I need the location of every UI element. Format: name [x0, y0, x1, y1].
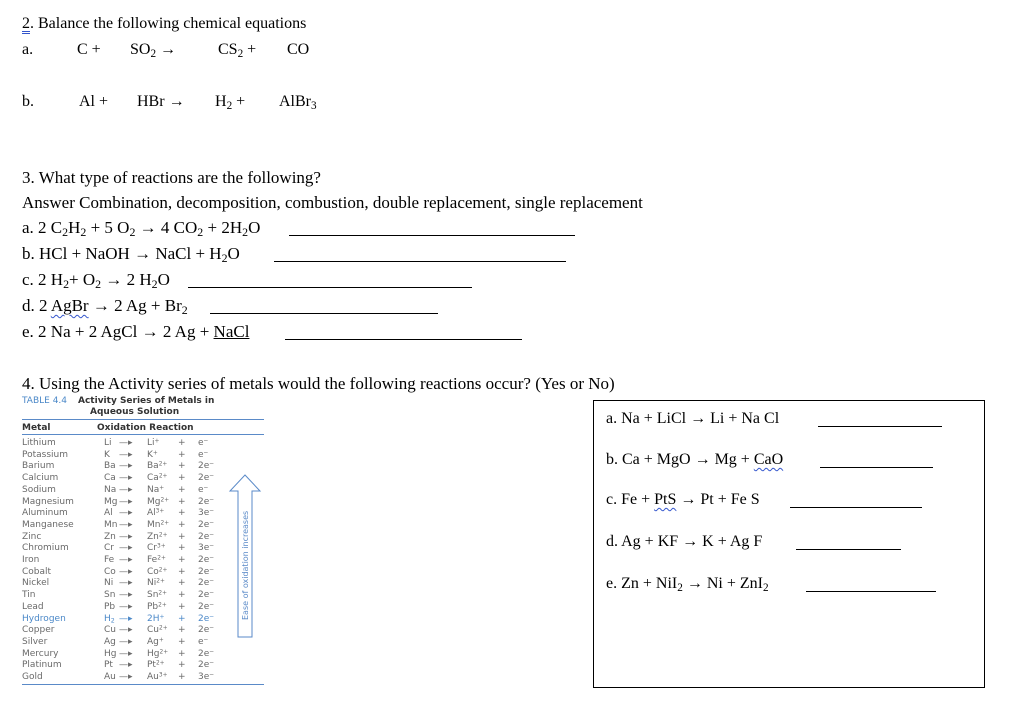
electrons: e−: [198, 449, 209, 460]
ion: $Pt^{2+}$: [147, 660, 165, 671]
q2a-co: CO: [287, 41, 310, 58]
reaction-arrow-icon: —▸: [119, 578, 133, 589]
reaction-arrow-icon: —▸: [119, 438, 133, 448]
ion: $Ni^{2+}$: [147, 578, 165, 589]
q4b-answer-blank[interactable]: [820, 454, 933, 468]
electrons: 2e−: [198, 555, 215, 565]
metal-name: Aluminum: [22, 508, 68, 519]
table-row: [22, 450, 282, 460]
metal-symbol: Ba: [104, 461, 116, 472]
arrow-label: Ease of oxidation increases: [241, 510, 250, 620]
reaction-arrow-icon: —▸: [119, 555, 133, 565]
q3a: a. 2 $C_2H_2 + 5$ $O_2 \to 4$ $CO_2 + 2H_2O$: [22, 218, 261, 239]
table-row: [22, 649, 282, 659]
col-header-reaction: Oxidation Reaction: [97, 423, 194, 433]
q2b-albr3: AlBr$_3$: [279, 93, 317, 112]
q3d: d. 2 AgBr → 2 $Ag + Br_2$: [22, 296, 188, 317]
metal-name: Magnesium: [22, 496, 74, 507]
metal-symbol: Sn: [104, 590, 116, 601]
arrow-icon: →: [168, 93, 185, 110]
ion: $Cu^{2+}$: [147, 625, 168, 636]
metal-symbol: Ni: [104, 578, 114, 589]
ion: Na+: [147, 484, 165, 495]
electrons: 3e−: [198, 543, 215, 554]
q3d-answer-blank[interactable]: [210, 300, 438, 314]
metal-symbol: Hg: [104, 648, 117, 659]
q3b-answer-blank[interactable]: [274, 248, 566, 262]
metal-symbol: $H_2$: [104, 613, 115, 625]
arrow-icon: →: [160, 41, 177, 58]
q3e-answer-blank[interactable]: [285, 326, 522, 340]
plus-sign: +: [178, 648, 186, 659]
reaction-arrow-icon: —▸: [119, 636, 133, 647]
ion: $Mn^{2+}$: [147, 519, 170, 530]
metal-name: Calcium: [22, 473, 59, 484]
ion: K+: [147, 449, 158, 460]
q3c: c. 2 $H_2+ O_2 \to 2$ $H_2O$: [22, 270, 170, 291]
reaction-arrow-icon: —▸: [119, 613, 133, 624]
electrons: 2e−: [198, 590, 215, 601]
metal-name: Zinc: [22, 531, 42, 542]
plus-sign: +: [178, 636, 186, 647]
electrons: e−: [198, 636, 209, 647]
reaction-arrow-icon: —▸: [119, 461, 133, 472]
plus-sign: +: [178, 660, 186, 671]
metal-name: Chromium: [22, 543, 69, 554]
reaction-arrow-icon: —▸: [119, 484, 133, 495]
q2-number: 2: [22, 15, 30, 32]
q4e-answer-blank[interactable]: [806, 578, 936, 592]
reaction-arrow-icon: —▸: [119, 590, 133, 601]
reaction-arrow-icon: —▸: [119, 473, 133, 484]
electrons: 2e−: [198, 578, 215, 589]
metal-name: Iron: [22, 555, 40, 565]
q4a-answer-blank[interactable]: [818, 413, 942, 427]
table-row: [22, 660, 282, 670]
metal-symbol: Fe: [104, 555, 115, 565]
ion: 2H+: [147, 613, 165, 624]
metal-symbol: Cr: [104, 543, 114, 554]
ion: $Pb^{2+}$: [147, 601, 167, 612]
metal-symbol: Na: [104, 484, 117, 495]
metal-symbol: Au: [104, 672, 116, 682]
table-row: [22, 637, 282, 647]
q4-title: 4. Using the Activity series of metals would the following reactions occur? (Yes or No): [22, 374, 615, 393]
arrow-icon: →: [676, 491, 701, 508]
q3e: e. 2 Na + 2 AgCl → 2 Ag + NaCl: [22, 322, 250, 341]
reaction-arrow-icon: —▸: [119, 531, 133, 542]
arrow-icon: →: [678, 533, 703, 550]
arrow-icon: →: [88, 296, 115, 315]
metal-name: Platinum: [22, 660, 62, 671]
plus-sign: +: [178, 473, 186, 484]
plus-sign: +: [178, 543, 186, 554]
arrow-icon: →: [137, 322, 163, 341]
ion: $Ca^{2+}$: [147, 473, 168, 484]
plus-sign: +: [178, 625, 186, 636]
metal-symbol: Co: [104, 566, 116, 577]
q3c-answer-blank[interactable]: [188, 274, 472, 288]
electrons: 2e−: [198, 566, 215, 577]
q3-title: 3. What type of reactions are the following?: [22, 168, 321, 187]
electrons: 2e−: [198, 660, 215, 671]
plus-sign: +: [178, 566, 186, 577]
q2b-label: b.: [22, 93, 34, 110]
reaction-arrow-icon: —▸: [119, 496, 133, 507]
table-row: [22, 461, 282, 471]
ion: $Co^{2+}$: [147, 566, 168, 577]
table-label: TABLE 4.4: [22, 396, 68, 406]
q2b-al: Al +: [79, 93, 109, 110]
reaction-arrow-icon: —▸: [119, 660, 133, 671]
activity-series-rows: [22, 438, 262, 684]
plus-sign: +: [178, 531, 186, 542]
table-bottom-rule: [22, 684, 264, 685]
electrons: 2e−: [198, 613, 215, 624]
table-subtitle: Aqueous Solution: [90, 407, 180, 417]
plus-sign: +: [178, 508, 186, 519]
q2b-hbr: HBr →: [137, 93, 185, 110]
metal-name: Sodium: [22, 484, 56, 495]
plus-sign: +: [178, 438, 186, 448]
reaction-arrow-icon: —▸: [119, 508, 133, 519]
q3b: b. HCl + NaOH → NaCl + $H_2O$: [22, 244, 240, 265]
electrons: 2e−: [198, 601, 215, 612]
q2-heading: [22, 14, 306, 34]
q4c-answer-blank[interactable]: [790, 494, 922, 508]
plus-sign: +: [178, 601, 186, 612]
plus-sign: +: [178, 519, 186, 530]
plus-sign: +: [178, 613, 186, 624]
plus-sign: +: [178, 449, 186, 460]
electrons: 2e−: [198, 496, 215, 507]
table-row: [22, 438, 282, 448]
plus-sign: +: [178, 555, 186, 565]
q4a: a. Na + LiCl → Li + Na Cl: [606, 410, 780, 427]
q4b: b. Ca + MgO → Mg + CaO: [606, 451, 784, 468]
q3a-answer-blank[interactable]: [289, 222, 575, 236]
metal-symbol: Li: [104, 438, 112, 448]
metal-name: Potassium: [22, 449, 69, 460]
metal-name: Silver: [22, 636, 48, 647]
q4c: c. Fe + PtS → Pt + Fe S: [606, 491, 760, 508]
q3-answer-choices: Answer Combination, decomposition, combustion, double replacement, single replacement: [22, 193, 643, 212]
q2b-h2: $H_2$ +: [215, 93, 246, 112]
electrons: e−: [198, 438, 209, 448]
q4d: d. Ag + KF → K + Ag F: [606, 533, 763, 550]
arrow-icon: →: [129, 244, 156, 263]
metal-symbol: Mg: [104, 496, 118, 507]
table-row: [22, 672, 282, 682]
ion: $Fe^{2+}$: [147, 555, 166, 565]
electrons: 3e−: [198, 508, 215, 519]
metal-symbol: Cu: [104, 625, 116, 636]
q2a-label: a.: [22, 41, 34, 58]
reaction-arrow-icon: —▸: [119, 449, 133, 460]
electrons: 2e−: [198, 625, 215, 636]
metal-symbol: Pt: [104, 660, 113, 671]
metal-symbol: Ag: [104, 636, 116, 647]
q2a-c: C +: [77, 41, 101, 58]
ion: $Zn^{2+}$: [147, 531, 168, 542]
metal-name: Gold: [22, 672, 43, 682]
plus-sign: +: [178, 578, 186, 589]
metal-name: Cobalt: [22, 566, 52, 577]
ion: Ag+: [147, 636, 164, 647]
arrow-icon: →: [690, 451, 715, 468]
ion: $Sn^{2+}$: [147, 590, 168, 601]
metal-name: Barium: [22, 461, 55, 472]
reaction-arrow-icon: —▸: [119, 601, 133, 612]
arrow-icon: →: [135, 218, 161, 237]
arrow-icon: →: [686, 410, 711, 427]
metal-symbol: Al: [104, 508, 113, 519]
q2-title: . Balance the following chemical equations: [30, 15, 307, 32]
metal-symbol: K: [104, 449, 110, 460]
reaction-arrow-icon: —▸: [119, 672, 133, 682]
metal-name: Hydrogen: [22, 613, 66, 624]
q2a-so2: $SO_2$ →: [130, 41, 177, 60]
electrons: e−: [198, 484, 209, 495]
arrow-icon: →: [101, 270, 127, 289]
plus-sign: +: [178, 672, 186, 682]
metal-name: Mercury: [22, 648, 59, 659]
metal-symbol: Pb: [104, 601, 116, 612]
plus-sign: +: [178, 484, 186, 495]
metal-symbol: Zn: [104, 531, 116, 542]
ion: $Au^{3+}$: [147, 672, 168, 682]
ion: $Hg^{2+}$: [147, 648, 169, 659]
ion: $Ba^{2+}$: [147, 461, 168, 472]
metal-name: Manganese: [22, 519, 74, 530]
table-header-rule: [22, 434, 264, 435]
metal-name: Nickel: [22, 578, 50, 589]
reaction-arrow-icon: —▸: [119, 648, 133, 659]
plus-sign: +: [178, 461, 186, 472]
reaction-arrow-icon: —▸: [119, 566, 133, 577]
electrons: 2e−: [198, 648, 215, 659]
ion: $Cr^{3+}$: [147, 543, 166, 554]
reaction-arrow-icon: —▸: [119, 519, 133, 530]
table-top-rule: [22, 419, 264, 420]
col-header-metal: Metal: [22, 423, 51, 433]
ion: Li+: [147, 438, 160, 448]
metal-name: Tin: [22, 590, 36, 601]
metal-symbol: Ca: [104, 473, 116, 484]
ion: $Mg^{2+}$: [147, 496, 170, 507]
plus-sign: +: [178, 496, 186, 507]
q4e: e. Zn + NiI$_2$ → Ni + ZnI$_2$: [606, 575, 769, 594]
q2a-cs2: $CS_2$ +: [218, 41, 257, 60]
electrons: 2e−: [198, 531, 215, 542]
q4d-answer-blank[interactable]: [796, 536, 901, 550]
plus-sign: +: [178, 590, 186, 601]
table-title: Activity Series of Metals in: [78, 396, 215, 406]
electrons: 3e−: [198, 672, 215, 682]
metal-name: Copper: [22, 625, 55, 636]
electrons: 2e−: [198, 461, 215, 472]
arrow-icon: →: [682, 575, 707, 592]
reaction-arrow-icon: —▸: [119, 625, 133, 636]
metal-symbol: Mn: [104, 519, 118, 530]
electrons: 2e−: [198, 473, 215, 484]
electrons: 2e−: [198, 519, 215, 530]
ion: $Al^{3+}$: [147, 508, 165, 519]
metal-name: Lead: [22, 601, 44, 612]
reaction-arrow-icon: —▸: [119, 543, 133, 554]
metal-name: Lithium: [22, 438, 56, 448]
